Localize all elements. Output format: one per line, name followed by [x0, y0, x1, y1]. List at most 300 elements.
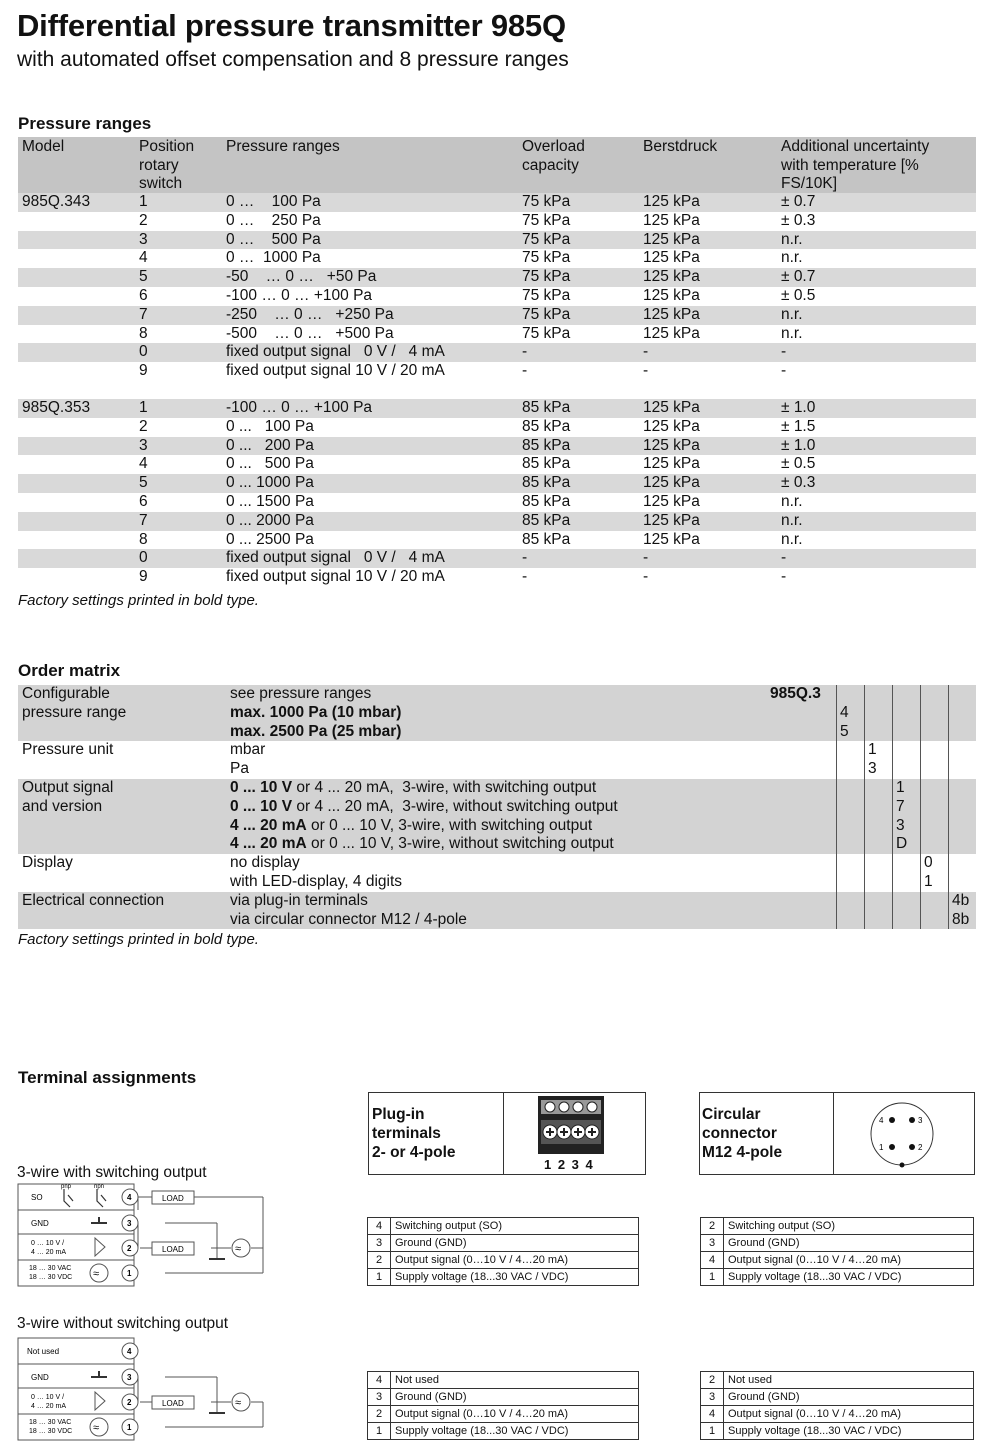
option-text: with LED-display, 4 digits: [230, 872, 403, 890]
cell-uncertainty: ± 1.0: [781, 398, 816, 416]
cell-range: -100 … 0 … +100 Pa: [226, 398, 373, 416]
terminal-heading: Terminal assignments: [18, 1068, 197, 1087]
order-code: 0: [924, 854, 933, 872]
cell-position: 6: [139, 286, 148, 304]
model-code: 985Q.3: [770, 685, 821, 702]
cell-burst: 125 kPa: [643, 286, 700, 304]
supply-label-4: 18 … 30 VDC: [29, 1428, 73, 1435]
cell-position: 9: [139, 362, 148, 380]
pressure-ranges-heading: Pressure ranges: [18, 114, 152, 133]
table-row: [18, 568, 976, 587]
option-text: via circular connector M12 / 4-pole: [230, 910, 467, 928]
cell-position: 6: [139, 492, 148, 510]
cell-burst: 125 kPa: [643, 268, 700, 286]
order-group-label: Electrical connection: [22, 891, 165, 909]
pin-number: 3: [368, 1235, 391, 1252]
cell-uncertainty: ± 1.5: [781, 417, 816, 435]
cell-uncertainty: n.r.: [781, 492, 803, 510]
supply-label-1: 18 … 30 VAC: [29, 1265, 72, 1272]
matrix-divider: [948, 685, 949, 929]
order-option: [18, 741, 976, 760]
load-label-2: LOAD: [162, 1245, 184, 1254]
order-group: [18, 892, 976, 930]
cell-uncertainty: ± 1.0: [781, 436, 816, 454]
order-option: [18, 685, 976, 704]
order-code: 3: [896, 816, 905, 834]
cell-burst: 125 kPa: [643, 305, 700, 323]
option-text: via plug-in terminals: [230, 891, 368, 909]
pin-function: Ground (GND): [391, 1235, 639, 1252]
assignment-row: [368, 1389, 639, 1406]
order-option: [18, 911, 976, 930]
pressure-group-985Q353: [18, 399, 976, 587]
cell-position: 3: [139, 436, 148, 454]
signal-label-2: 4 … 20 mA: [31, 1249, 67, 1256]
table-row: [18, 493, 976, 512]
plugin-label-line2: terminals: [372, 1125, 441, 1142]
assignment-row: [701, 1252, 974, 1269]
assignment-row: [701, 1372, 974, 1389]
table-row: [18, 474, 976, 493]
pin-function: Ground (GND): [724, 1235, 974, 1252]
pin-function: Output signal (0…10 V / 4…20 mA): [724, 1252, 974, 1269]
cell-uncertainty: -: [781, 549, 787, 567]
cell-range: fixed output signal 10 V / 20 mA: [226, 362, 445, 380]
factory-note-2: Factory settings printed in bold type.: [18, 931, 259, 948]
cell-uncertainty: ± 0.3: [781, 474, 816, 492]
header-overload: Overload capacity: [522, 138, 585, 174]
option-text-wrap: [230, 835, 614, 854]
assignment-row: [368, 1423, 639, 1440]
assignment-row: [701, 1235, 974, 1252]
cell-model: 985Q.353: [22, 398, 91, 416]
option-bold-text: 4 ... 20 mA: [230, 835, 307, 853]
table-row: [18, 231, 976, 250]
cell-uncertainty: -: [781, 362, 787, 380]
cell-range: 0 … 500 Pa: [226, 230, 321, 248]
cell-position: 9: [139, 568, 148, 586]
order-option: [18, 854, 976, 873]
cell-overload: 85 kPa: [522, 436, 571, 454]
table-row: [18, 212, 976, 231]
cell-burst: 125 kPa: [643, 511, 700, 529]
terminal-3: 3: [127, 1219, 132, 1228]
circular-assignment-table-2: [700, 1371, 974, 1440]
assignment-row: [701, 1218, 974, 1235]
table-row: [18, 531, 976, 550]
cell-position: 0: [139, 549, 148, 567]
pin-function: Supply voltage (18...30 VAC / VDC): [724, 1269, 974, 1286]
option-text: or 4 ... 20 mA, 3-wire, without switching output: [292, 797, 618, 815]
circular-assignment-table-1: [700, 1217, 974, 1286]
order-option: [18, 779, 976, 798]
pin-number: 3: [701, 1389, 724, 1406]
cell-position: 2: [139, 211, 148, 229]
order-group: [18, 779, 976, 854]
cell-burst: 125 kPa: [643, 324, 700, 342]
assignment-row: [368, 1372, 639, 1389]
cell-burst: -: [643, 362, 649, 380]
signal-label-4: 4 … 20 mA: [31, 1403, 67, 1410]
order-code: 3: [868, 760, 877, 778]
pin-3-label: 3: [918, 1116, 923, 1125]
pin-2-label: 2: [918, 1143, 923, 1152]
cell-position: 3: [139, 230, 148, 248]
terminal-2b: 2: [127, 1398, 132, 1407]
cell-uncertainty: n.r.: [781, 530, 803, 548]
cell-uncertainty: ± 0.5: [781, 455, 816, 473]
pin-1-label: 1: [879, 1143, 884, 1152]
table-row: [18, 455, 976, 474]
signal-label-3: 0 … 10 V /: [31, 1394, 65, 1401]
load-label-3: LOAD: [162, 1399, 184, 1408]
cell-burst: 125 kPa: [643, 230, 700, 248]
cell-overload: 75 kPa: [522, 211, 571, 229]
order-option: [18, 798, 976, 817]
cell-range: 0 ... 1500 Pa: [226, 492, 314, 510]
table-row: [18, 287, 976, 306]
order-group: [18, 685, 976, 741]
order-code: 4: [840, 703, 849, 721]
circular-connector-box: [699, 1092, 975, 1175]
signal-label-1: 0 … 10 V /: [31, 1240, 65, 1247]
cell-position: 7: [139, 511, 148, 529]
assignment-row: [701, 1389, 974, 1406]
order-option: [18, 835, 976, 854]
matrix-divider: [920, 685, 921, 929]
cell-position: 1: [139, 398, 148, 416]
cell-position: 8: [139, 530, 148, 548]
pin-number: 1: [701, 1423, 724, 1440]
cell-uncertainty: ± 0.3: [781, 211, 816, 229]
cell-position: 5: [139, 474, 148, 492]
cell-position: 8: [139, 324, 148, 342]
supply-icon-2: ≈: [93, 1422, 100, 1434]
pin-number: 1: [368, 1423, 391, 1440]
cell-model: 985Q.343: [22, 193, 91, 210]
assignment-row: [368, 1218, 639, 1235]
pin-function: Supply voltage (18...30 VAC / VDC): [724, 1423, 974, 1440]
table-row: [18, 512, 976, 531]
cell-range: fixed output signal 10 V / 20 mA: [226, 568, 445, 586]
pressure-group-985Q343: [18, 193, 976, 381]
pin-function: Output signal (0…10 V / 4…20 mA): [724, 1406, 974, 1423]
plugin-assignment-table-1: [367, 1217, 639, 1286]
pin-number: 1: [368, 1269, 391, 1286]
pin-function: Ground (GND): [724, 1389, 974, 1406]
cell-range: fixed output signal 0 V / 4 mA: [226, 549, 445, 567]
cell-burst: 125 kPa: [643, 193, 700, 210]
pin-number: 2: [368, 1406, 391, 1423]
order-group-label: Configurable: [22, 685, 110, 702]
pin-function: Output signal (0…10 V / 4…20 mA): [391, 1252, 639, 1269]
cell-overload: 75 kPa: [522, 230, 571, 248]
cell-position: 0: [139, 343, 148, 361]
terminal-4: 4: [127, 1193, 132, 1202]
table-row: [18, 399, 976, 418]
option-bold-text: 4 ... 20 mA: [230, 816, 307, 834]
pin-number: 2: [368, 1252, 391, 1269]
pin-number: 4: [701, 1252, 724, 1269]
order-code: 1: [896, 778, 905, 796]
assignment-row: [701, 1423, 974, 1440]
order-group-label: Output signal: [22, 778, 114, 796]
option-bold-text: 0 ... 10 V: [230, 797, 293, 815]
order-option: [18, 760, 976, 779]
table-row: [18, 418, 976, 437]
table-row: [18, 549, 976, 568]
order-option: [18, 723, 976, 742]
option-text-wrap: [230, 779, 596, 798]
table-row: [18, 249, 976, 268]
pin-function: Switching output (SO): [391, 1218, 639, 1235]
cell-burst: 125 kPa: [643, 417, 700, 435]
matrix-divider: [836, 685, 837, 929]
pin-function: Switching output (SO): [724, 1218, 974, 1235]
cell-uncertainty: -: [781, 343, 787, 361]
cell-overload: 85 kPa: [522, 417, 571, 435]
cell-overload: 85 kPa: [522, 455, 571, 473]
cell-range: -100 … 0 … +100 Pa: [226, 286, 373, 304]
terminal-1: 1: [127, 1269, 132, 1278]
cell-overload: 75 kPa: [522, 324, 571, 342]
terminal-2: 2: [127, 1244, 132, 1253]
header-position: Position rotary switch: [139, 138, 195, 193]
matrix-divider: [864, 685, 865, 929]
cell-overload: 75 kPa: [522, 286, 571, 304]
pin-number: 2: [701, 1372, 724, 1389]
cell-overload: 75 kPa: [522, 268, 571, 286]
cell-uncertainty: n.r.: [781, 230, 803, 248]
diagram1-title: 3-wire with switching output: [17, 1164, 207, 1181]
pin-number: 3: [701, 1235, 724, 1252]
order-code: 1: [924, 872, 933, 890]
pin-function: Supply voltage (18...30 VAC / VDC): [391, 1423, 639, 1440]
cell-overload: -: [522, 362, 528, 380]
option-text: or 0 ... 10 V, 3-wire, without switching output: [306, 835, 614, 853]
order-matrix-table: [18, 685, 976, 929]
option-text: see pressure ranges: [230, 685, 372, 702]
pin-function: Not used: [391, 1372, 639, 1389]
order-group: [18, 854, 976, 892]
table-row: [18, 306, 976, 325]
load-label-1: LOAD: [162, 1194, 184, 1203]
order-code: 1: [868, 741, 877, 759]
pin-number: 4: [368, 1218, 391, 1235]
cell-uncertainty: n.r.: [781, 305, 803, 323]
option-text-wrap: [230, 817, 592, 836]
cell-overload: 75 kPa: [522, 193, 571, 210]
header-berstdruck: Berstdruck: [643, 138, 718, 155]
supply-icon: ≈: [93, 1268, 100, 1280]
order-matrix-heading: Order matrix: [18, 661, 121, 680]
order-option: [18, 704, 976, 723]
pin-function: Output signal (0…10 V / 4…20 mA): [391, 1406, 639, 1423]
cell-position: 5: [139, 268, 148, 286]
cell-overload: 85 kPa: [522, 474, 571, 492]
cell-range: -500 … 0 … +500 Pa: [226, 324, 394, 342]
order-code: 7: [896, 797, 905, 815]
order-group-label: Pressure unit: [22, 741, 114, 759]
cell-burst: -: [643, 343, 649, 361]
cell-range: 0 ... 200 Pa: [226, 436, 314, 454]
terminal-3b: 3: [127, 1373, 132, 1382]
cell-uncertainty: ± 0.5: [781, 286, 816, 304]
table-row: [18, 362, 976, 381]
so-label: SO: [31, 1193, 43, 1202]
cell-overload: -: [522, 343, 528, 361]
matrix-divider: [892, 685, 893, 929]
assignment-row: [368, 1235, 639, 1252]
option-bold-text: 0 ... 10 V: [230, 778, 293, 796]
order-code: 5: [840, 722, 849, 740]
cell-range: 0 ... 100 Pa: [226, 417, 314, 435]
pin-number: 4: [368, 1372, 391, 1389]
pressure-ranges-table: [18, 137, 976, 587]
cell-uncertainty: n.r.: [781, 324, 803, 342]
order-group-label: Display: [22, 854, 73, 872]
option-text: max. 2500 Pa (25 mbar): [230, 722, 402, 740]
plugin-assignment-table-2: [367, 1371, 639, 1440]
plugin-terminal-icon: [535, 1096, 607, 1158]
circular-label-line1: Circular: [702, 1106, 761, 1123]
order-group-label: and version: [22, 797, 103, 815]
pin-function: Supply voltage (18...30 VAC / VDC): [391, 1269, 639, 1286]
pin-number: 2: [701, 1218, 724, 1235]
gnd-label-2: GND: [31, 1373, 49, 1382]
header-pressure-ranges: Pressure ranges: [226, 138, 340, 155]
header-uncertainty: Additional uncertainty with temperature [% FS/10K]: [781, 138, 930, 193]
cell-overload: 85 kPa: [522, 511, 571, 529]
pin-function: Not used: [724, 1372, 974, 1389]
cell-range: 0 ... 500 Pa: [226, 455, 314, 473]
assignment-row: [368, 1406, 639, 1423]
order-group: [18, 741, 976, 779]
cell-uncertainty: n.r.: [781, 511, 803, 529]
pin-4-label: 4: [879, 1116, 884, 1125]
cell-overload: -: [522, 549, 528, 567]
cell-uncertainty: -: [781, 568, 787, 586]
cell-overload: 75 kPa: [522, 305, 571, 323]
order-code: D: [896, 835, 908, 853]
cell-burst: 125 kPa: [643, 249, 700, 267]
order-code: 8b: [952, 910, 970, 928]
cell-overload: 75 kPa: [522, 249, 571, 267]
table-row: [18, 437, 976, 456]
factory-note-1: Factory settings printed in bold type.: [18, 592, 259, 609]
supply-label-3: 18 … 30 VAC: [29, 1419, 72, 1426]
plugin-terminal-box: [368, 1092, 646, 1175]
plugin-terminal-numbers: 1 2 3 4: [544, 1157, 593, 1172]
order-option: [18, 892, 976, 911]
cell-range: -50 … 0 … +50 Pa: [226, 268, 377, 286]
npn-label: npn: [94, 1184, 105, 1190]
ac-source-icon: ≈: [235, 1243, 242, 1255]
m12-connector-icon: [866, 1101, 938, 1171]
supply-label-2: 18 … 30 VDC: [29, 1274, 73, 1281]
cell-overload: -: [522, 568, 528, 586]
table-row: [18, 325, 976, 344]
cell-position: 7: [139, 305, 148, 323]
option-text: or 0 ... 10 V, 3-wire, with switching output: [306, 816, 593, 834]
cell-burst: 125 kPa: [643, 530, 700, 548]
cell-uncertainty: ± 0.7: [781, 193, 816, 210]
pin-number: 4: [701, 1406, 724, 1423]
cell-overload: 85 kPa: [522, 492, 571, 510]
option-text: Pa: [230, 760, 249, 778]
option-text-wrap: [230, 798, 618, 817]
circular-label-line2: connector: [702, 1125, 777, 1142]
gnd-label: GND: [31, 1219, 49, 1228]
wiring-diagram-switching: [17, 1183, 267, 1289]
order-option: [18, 817, 976, 836]
not-used-label: Not used: [27, 1347, 60, 1356]
pin-function: Ground (GND): [391, 1389, 639, 1406]
option-text: no display: [230, 854, 300, 872]
cell-position: 4: [139, 455, 148, 473]
cell-position: 2: [139, 417, 148, 435]
cell-uncertainty: n.r.: [781, 249, 803, 267]
pin-number: 1: [701, 1269, 724, 1286]
cell-range: fixed output signal 0 V / 4 mA: [226, 343, 445, 361]
cell-uncertainty: ± 0.7: [781, 268, 816, 286]
terminal-1b: 1: [127, 1423, 132, 1432]
header-model: Model: [22, 138, 65, 155]
cell-burst: -: [643, 549, 649, 567]
order-option: [18, 873, 976, 892]
table-row: [18, 193, 976, 212]
ac-source-icon-2: ≈: [235, 1397, 242, 1409]
assignment-row: [368, 1269, 639, 1286]
cell-overload: 85 kPa: [522, 398, 571, 416]
cell-range: 0 ... 1000 Pa: [226, 474, 314, 492]
cell-position: 1: [139, 193, 148, 210]
assignment-row: [701, 1269, 974, 1286]
cell-range: 0 … 100 Pa: [226, 193, 321, 210]
plugin-label-line3: 2- or 4-pole: [372, 1144, 456, 1161]
wiring-diagram-no-switching: [17, 1337, 267, 1443]
terminal-4b: 4: [127, 1347, 132, 1356]
page-title: Differential pressure transmitter 985Q: [17, 8, 566, 43]
cell-burst: 125 kPa: [643, 492, 700, 510]
plugin-label-line1: Plug-in: [372, 1106, 425, 1123]
order-group-label: pressure range: [22, 703, 127, 721]
circular-label-line3: M12 4-pole: [702, 1144, 783, 1161]
cell-burst: 125 kPa: [643, 436, 700, 454]
cell-position: 4: [139, 249, 148, 267]
cell-range: 0 … 1000 Pa: [226, 249, 321, 267]
diagram2-title: 3-wire without switching output: [17, 1315, 229, 1332]
assignment-row: [368, 1252, 639, 1269]
table-row: [18, 268, 976, 287]
option-text: mbar: [230, 741, 266, 759]
cell-range: 0 ... 2000 Pa: [226, 511, 314, 529]
table-header: [18, 137, 976, 193]
pnp-label: pnp: [61, 1184, 72, 1190]
cell-range: 0 … 250 Pa: [226, 211, 321, 229]
cell-burst: -: [643, 568, 649, 586]
page-subtitle: with automated offset compensation and 8 pressure ranges: [17, 48, 569, 71]
option-text: or 4 ... 20 mA, 3-wire, with switching output: [292, 778, 597, 796]
pin-number: 3: [368, 1389, 391, 1406]
cell-range: -250 … 0 … +250 Pa: [226, 305, 394, 323]
assignment-row: [701, 1406, 974, 1423]
cell-burst: 125 kPa: [643, 211, 700, 229]
cell-burst: 125 kPa: [643, 455, 700, 473]
table-row: [18, 343, 976, 362]
cell-burst: 125 kPa: [643, 474, 700, 492]
cell-burst: 125 kPa: [643, 398, 700, 416]
